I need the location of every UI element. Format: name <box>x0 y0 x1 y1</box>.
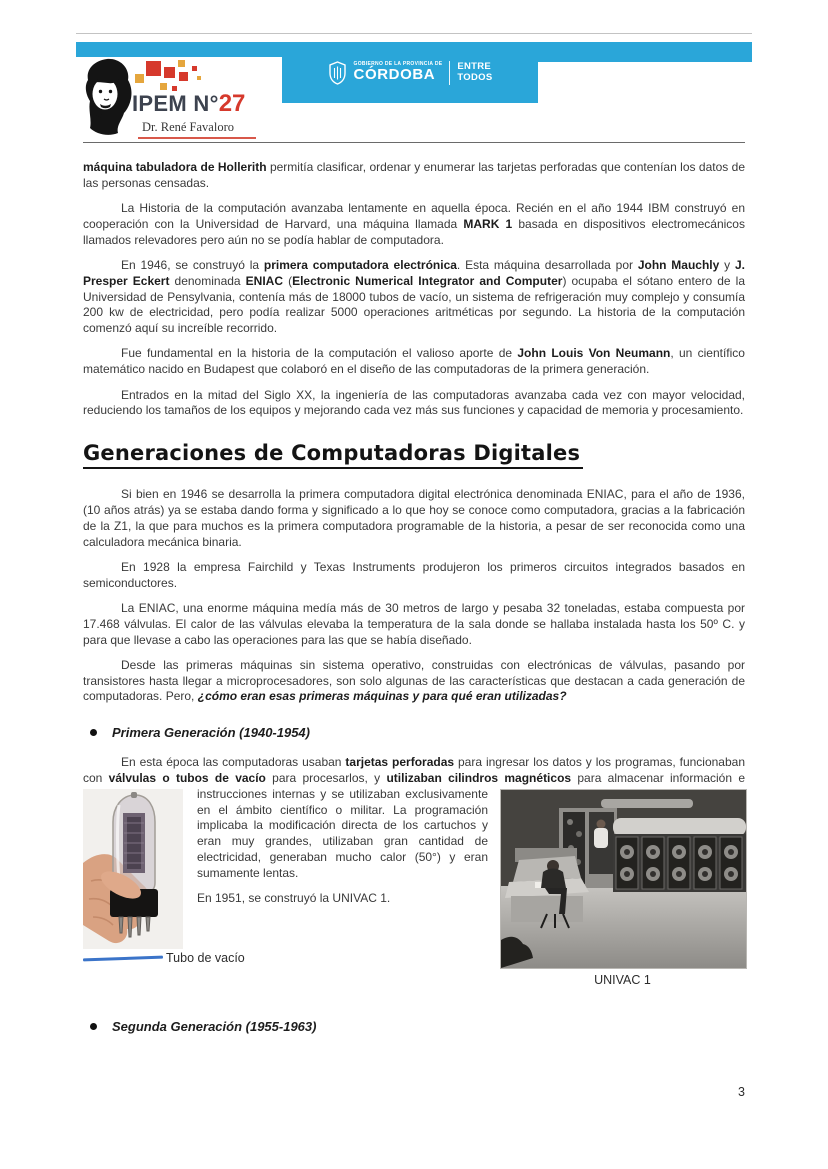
text-run: ) ocupaba el sótano entero de la Universidad de Pensylvania, contenía más de 18000 tubos de vacío, un sistema de refrigeración muy complejo y consumía 200 kw de electricidad, pero podía realizar 5000 operaciones aritméticas por segundo. La historia de la computación comenzó aquí su increíble recorrido. <box>83 273 745 336</box>
text-run: se utilizaban exclusivamente en el ámbito científico o militar. La programación implicaba la modificación directa de los cartuchos y eran muy grandes, utilizaban gran cantidad de electricidad, generaban mucho calor (50°) y eran sumamente lentas. <box>197 786 488 880</box>
paragraph-hollerith <box>83 160 745 192</box>
gov-motto <box>457 62 492 83</box>
logo-square-red <box>179 72 188 81</box>
text-run: Electronic Numerical Integrator and Computer <box>292 273 563 288</box>
bullet-segunda-generacion <box>83 1019 745 1034</box>
paragraph-z1: Si bien en 1946 se desarrolla la primera computadora digital electrónica denominada ENIAC, para el año de 1936, (10 años atrás) ya se estaba dando forma y significado a lo que hoy se conoce como computadora, gracias a la fabricación de la Z1, la que para muchos es la primera computadora programable de la historia, a pesar de ser reconocida como una calculadora mecánica binaria. <box>83 487 745 549</box>
text-run: para almacenar información e instrucciones internas y <box>197 771 746 801</box>
cordoba-government-logo <box>282 42 538 103</box>
univac-photo-figure <box>500 789 745 989</box>
text-run: permitía clasificar, ordenar y enumerar las tarjetas perforadas que contenían los datos de las personas censadas. <box>83 160 746 190</box>
univac-caption: UNIVAC 1 <box>594 972 651 987</box>
text-run: utilizaban cilindros magnéticos <box>386 771 572 786</box>
bullet-label: Primera Generación (1940-1954) <box>112 725 310 741</box>
paragraph-von-neumann <box>83 346 745 378</box>
school-number: 27 <box>218 90 246 117</box>
text-run: MARK 1 <box>463 216 513 231</box>
gov-logo-divider <box>449 61 450 85</box>
bullet-dot-icon <box>90 729 97 736</box>
bullet-primera-generacion <box>83 725 745 740</box>
favaloro-portrait-icon <box>80 58 138 136</box>
text-run: John Louis Von Neumann <box>517 346 671 361</box>
text-run: John Mauchly <box>637 257 720 272</box>
caption-blue-line <box>83 956 163 962</box>
text-run: En 1946, se construyó la <box>121 257 264 272</box>
school-subtitle-underline <box>138 137 256 139</box>
univac-photo <box>500 789 747 969</box>
paragraph-eniac-size: La ENIAC, una enorme máquina medía más de 30 metros de largo y pesaba 32 toneladas, estaba compuesta por 17.468 válvulas. El calor de las válvulas elevaba la temperatura de la sala donde se hallaba instalada hasta los 50º C. y para que llevase a cabo las operaciones para las que se había diseñado. <box>83 600 745 647</box>
bullet-dot-icon <box>90 1023 97 1030</box>
text-run: Fue fundamental en la historia de la computación el valioso aporte de <box>121 346 518 361</box>
tube-caption-row <box>83 951 261 967</box>
text-run: para procesarlos, y <box>265 771 387 786</box>
ipem-school-logo <box>80 56 280 142</box>
section-heading-wrap <box>83 441 745 469</box>
school-name-prefix: IPEM N° <box>132 91 219 116</box>
text-run: válvulas o tubos de vacío <box>108 771 266 786</box>
paragraph-fairchild: En 1928 la empresa Fairchild y Texas Instruments produjeron los primeros circuitos integrados basados en semiconductores. <box>83 559 745 590</box>
text-run: La Historia de la computación avanzaba lentamente en aquella época. Recién en el año 1944 IBM construyó en cooperación con la Universidad de Harvard, una máquina llamada <box>83 201 745 231</box>
gov-name: CÓRDOBA <box>353 66 436 84</box>
text-run: ENIAC <box>245 273 284 288</box>
text-run: . Esta máquina desarrollada por <box>456 257 638 272</box>
gov-over-text: GOBIERNO DE LA PROVINCIA DE <box>353 61 443 67</box>
paragraph-siglo-xx: Entrados en la mitad del Siglo XX, la ingeniería de las computadoras avanzaba cada vez con mayor velocidad, reduciendo los tamaños de los equipos y mejorando cada vez más sus funciones y capacidad de memoria y procesamiento. <box>83 387 745 418</box>
school-subtitle: Dr. René Favaloro <box>142 120 234 134</box>
logo-square-red <box>164 67 175 78</box>
paragraph-mark1 <box>83 201 745 248</box>
paragraph-univac: En 1951, se construyó la UNIVAC 1. <box>197 891 391 906</box>
page-number: 3 <box>738 1085 745 1099</box>
text-run: En esta época las computadoras usaban <box>121 755 346 770</box>
text-run: basada en dispositivos electromecánicos llamados relevadores pero aún no se podía hablar de computadora. <box>83 216 745 247</box>
text-run-question: ¿cómo eran esas primeras máquinas y para qué eran utilizadas? <box>197 689 567 704</box>
document-content <box>83 160 745 1049</box>
text-run: , un científico matemático nacido en Budapest que colaboró en el diseño de las computadoras de la primera generación. <box>83 346 745 377</box>
logo-square-yellow <box>197 76 201 80</box>
header-top-line <box>76 33 752 34</box>
gov-motto-line1: ENTRE <box>457 61 492 73</box>
text-run: primera computadora electrónica <box>263 257 457 272</box>
cordoba-shield-icon <box>328 61 347 85</box>
header-cyan-bar-right <box>538 42 752 62</box>
logo-square-yellow <box>160 83 167 90</box>
logo-square-yellow <box>135 74 144 83</box>
paragraph-eniac <box>83 258 745 337</box>
bullet-label: Segunda Generación (1955-1963) <box>112 1018 317 1034</box>
tube-caption: Tubo de vacío <box>166 951 245 966</box>
text-run: J. Presper Eckert <box>83 257 745 288</box>
text-run: para ingresar los datos y los programas, funcionaban con <box>83 755 746 786</box>
vacuum-tube-photo <box>83 789 183 949</box>
section-heading: Generaciones de Computadoras Digitales <box>83 441 583 469</box>
gov-motto-line2: TODOS <box>457 71 493 83</box>
cordoba-logo-text <box>354 62 443 83</box>
text-run: ( <box>283 273 293 288</box>
text-run: y <box>719 257 735 272</box>
text-run: tarjetas perforadas <box>345 755 455 770</box>
logo-square-red <box>146 61 161 76</box>
logo-square-red <box>192 66 197 71</box>
school-name <box>132 90 245 118</box>
paragraph-generaciones-intro <box>83 658 745 705</box>
logo-square-yellow <box>178 60 185 67</box>
vacuum-tube-figure <box>83 789 245 967</box>
header-divider-line <box>83 142 745 143</box>
text-run: denominada <box>169 273 246 288</box>
text-run: Desde las primeras máquinas sin sistema operativo, construidas con electrónicas de válvulas, pasando por transistores hasta llegar a microprocesadores, son solo algunas de las características que destacan a cada generación de computadoras. Pero, <box>83 657 745 704</box>
text-run: máquina tabuladora de Hollerith <box>83 160 267 174</box>
